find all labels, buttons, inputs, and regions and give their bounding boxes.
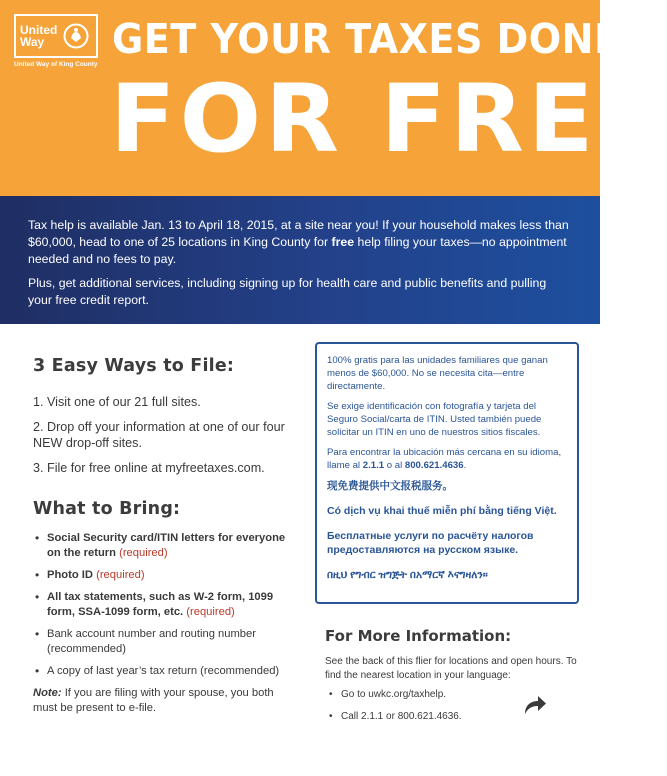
vietnamese-line: Có dịch vụ khai thuế miễn phí bằng tiếng Việt. (327, 505, 557, 517)
bring-item: • Bank account number and routing number (recommended) (33, 627, 293, 657)
more-info-title: For More Information: (325, 627, 512, 645)
russian-line: Бесплатные услуги по расчёту налогов предоставляются на русском языке. (327, 530, 534, 556)
headline-line1: GET YOUR TAXES DONE (112, 15, 621, 63)
bring-list (33, 531, 293, 679)
ways-title: 3 Easy Ways to File: (33, 356, 235, 376)
turn-page-arrow-icon (522, 694, 548, 716)
intro-paragraph-2: Plus, get additional services, including signing up for health care and public benefits and pulling your free credit report. (28, 276, 547, 307)
logo-line1: United (20, 23, 58, 37)
hand-icon (63, 23, 89, 49)
more-info-intro: See the back of this flier for locations and open hours. To find the nearest location in your language: (325, 656, 577, 681)
bring-note: Note: If you are filing with your spouse, you both must be present to e-file. (33, 687, 274, 714)
intro-paragraph-1: Tax help is available Jan. 13 to April 18, 2015, at a site near you! If your household makes less than $60,000, head to one of 25 locations in King County for free help filing your taxes—no appointment needed and no fees to pay. (28, 218, 569, 266)
logo-box (14, 14, 98, 58)
bring-item: • A copy of last year’s tax return (recommended) (33, 664, 293, 679)
bring-item: • Social Security card/ITIN letters for everyone on the return (required) (33, 531, 293, 561)
bring-title: What to Bring: (33, 499, 181, 519)
ways-item: 3. File for free online at myfreetaxes.com. (33, 461, 265, 475)
multilingual-box (315, 342, 579, 604)
more-info-item: • Go to uwkc.org/taxhelp. (325, 688, 585, 701)
chinese-line: 现免费提供中文报税服务。 (327, 480, 453, 492)
more-info-section (325, 627, 585, 732)
intro-band (0, 196, 600, 324)
more-info-item: • Call 2.1.1 or 800.621.4636. (325, 710, 585, 723)
left-column (33, 356, 293, 716)
logo-line2: Way (20, 35, 45, 49)
spanish-paragraph-1: 100% gratis para las unidades familiares que ganan menos de $60,000. No se necesita cita—entre directamente. (327, 355, 548, 392)
bring-item: • Photo ID (required) (33, 568, 293, 583)
ways-list (33, 394, 293, 476)
intro-free-bold: free (331, 235, 355, 249)
logo-subtitle: United Way of King County (14, 61, 98, 68)
header-band (0, 0, 667, 196)
amharic-line: በዚህ የግብር ዝግጅት በአማርኛ እናግዛለን። (327, 569, 488, 581)
bring-item: • All tax statements, such as W-2 form, 1099 form, SSA-1099 form, etc. (required) (33, 590, 293, 620)
spanish-paragraph-2: Se exige identificación con fotografía y tarjeta del Seguro Social/carta de ITIN. Usted también puede solicitar un ITIN en uno de nuestros sitios fiscales. (327, 401, 542, 438)
headline-line2: FOR FREE (110, 65, 667, 174)
ways-item: 2. Drop off your information at one of our four NEW drop-off sites. (33, 420, 285, 450)
ways-item: 1. Visit one of our 21 full sites. (33, 395, 201, 409)
spanish-paragraph-3: Para encontrar la ubicación más cercana en su idioma, llame al 2.1.1 o al 800.621.4636. (327, 447, 562, 471)
united-way-logo (14, 14, 100, 68)
